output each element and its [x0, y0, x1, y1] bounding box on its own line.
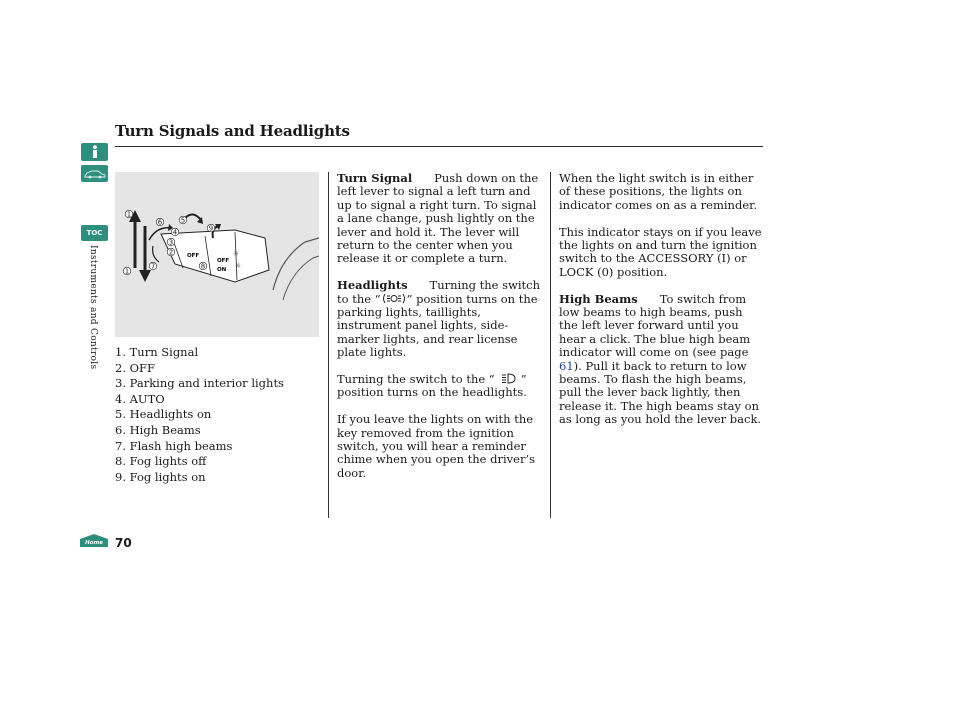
turn-signal-paragraph	[337, 172, 543, 266]
page-title: Turn Signals and Headlights	[115, 122, 350, 140]
reminder-paragraph: If you leave the lights on with the key removed from the ignition switch, you will hear a reminder chime when you open the driver’s door.	[337, 412, 536, 480]
list-item: 7. Flash high beams	[115, 438, 233, 453]
car-icon	[83, 168, 107, 179]
headlights-paragraph	[337, 279, 543, 359]
toc-button[interactable]	[81, 225, 108, 241]
home-label: Home	[85, 540, 103, 546]
high-beams-heading: High Beams	[559, 291, 638, 306]
turning-text-post: ” position turns on the headlights.	[337, 372, 527, 400]
list-item: 2. OFF	[115, 360, 156, 375]
page-number: 70	[115, 536, 132, 550]
callout-4: 4	[172, 228, 178, 237]
list-item: 9. Fog lights on	[115, 469, 206, 484]
callout-8: 8	[200, 262, 206, 271]
info-button[interactable]	[81, 143, 108, 161]
home-button[interactable]	[79, 533, 109, 548]
section-label: Instruments and Controls	[88, 245, 98, 370]
callout-9: 9	[208, 224, 214, 233]
turning-text-pre: Turning the switch to the “	[337, 372, 495, 387]
headlights-text-post: ” position turns on the parking lights, taillights, instrument panel lights, side-marker lights, and rear license plate lights.	[337, 291, 538, 360]
lever-symbol: ☼	[233, 250, 240, 258]
lever-symbol-2: ☼	[235, 262, 242, 270]
callout-5: 5	[180, 216, 186, 225]
title-divider	[115, 146, 763, 147]
text-column-3	[559, 172, 763, 427]
turn-signal-heading: Turn Signal	[337, 171, 413, 185]
info-icon	[90, 145, 100, 159]
fog-on-label: ON	[217, 267, 227, 273]
figure-legend	[115, 345, 284, 485]
list-item: 1. Turn Signal	[115, 345, 199, 359]
vehicle-button[interactable]	[81, 165, 108, 182]
high-beams-text-pre: To switch from low beams to high beams, push the left lever forward until you hear a click. The blue high beam indicator will come on (see page	[559, 291, 751, 360]
callout-6: 6	[157, 218, 163, 227]
stays-on-paragraph: This indicator stays on if you leave the lights on and turn the ignition switch to the ACCESSORY (I) or LOCK (0) position.	[559, 224, 762, 279]
column-divider-1	[328, 172, 329, 518]
lever-off-label: OFF	[187, 253, 200, 259]
list-item: 4. AUTO	[115, 391, 165, 406]
fog-off-label: OFF	[217, 258, 230, 264]
callout-2: 2	[168, 248, 174, 257]
list-item: 3. Parking and interior lights	[115, 376, 284, 391]
high-beams-paragraph	[559, 293, 763, 427]
list-item: 8. Fog lights off	[115, 454, 207, 469]
high-beams-text-post: ). Pull it back to return to low beams. To flash the high beams, pull the lever back lightly, then release it. The high beams stay on as long as you hold the lever back.	[559, 358, 762, 427]
turn-signal-text: Push down on the left lever to signal a left turn and up to signal a right turn. To signal a lane change, push lightly on the lever and hold it. The lever will return to the center when you release it or complete a turn.	[337, 171, 539, 266]
headlights-text-pre: Turning the switch to the “	[337, 278, 541, 306]
page-link[interactable]: 61	[559, 358, 574, 373]
home-icon	[79, 533, 109, 548]
headlight-switch-diagram	[115, 172, 319, 337]
parking-lights-icon	[381, 293, 407, 304]
callout-7: 7	[150, 262, 156, 271]
turning-paragraph	[337, 373, 543, 400]
indicator-paragraph: When the light switch is in either of these positions, the lights on indicator comes on as a reminder.	[559, 171, 758, 212]
text-column-2	[337, 172, 543, 480]
headlight-icon	[495, 373, 521, 384]
toc-label: TOC	[86, 229, 103, 237]
callout-3: 3	[168, 238, 174, 247]
list-item: 5. Headlights on	[115, 407, 212, 422]
column-divider-2	[550, 172, 551, 518]
callout-1: 1	[126, 210, 132, 219]
list-item: 6. High Beams	[115, 422, 201, 437]
callout-1b: 1	[124, 267, 130, 276]
headlights-heading: Headlights	[337, 278, 408, 293]
